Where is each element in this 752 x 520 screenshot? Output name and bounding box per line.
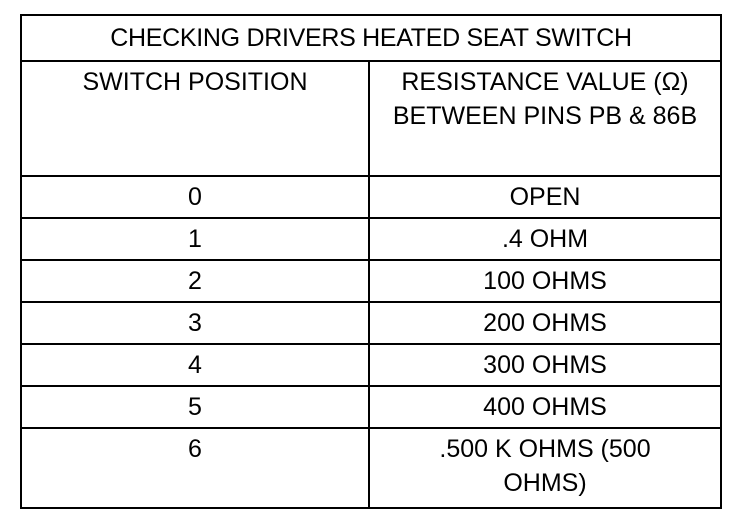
switch-position-cell: 0 — [21, 176, 369, 218]
switch-position-cell: 1 — [21, 218, 369, 260]
resistance-value-text: 100 OHMS — [483, 267, 607, 295]
switch-position-cell: 3 — [21, 302, 369, 344]
table-row — [21, 344, 721, 386]
resistance-value-text: .4 OHM — [501, 225, 589, 253]
resistance-value-text: OPEN — [509, 183, 581, 211]
resistance-value-text: .500 K OHMS (500 OHMS) — [439, 435, 651, 497]
table-header-row — [21, 61, 721, 176]
resistance-value-cell — [369, 302, 721, 344]
resistance-value-cell — [369, 176, 721, 218]
header-switch-position-label: SWITCH POSITION — [82, 68, 308, 96]
table-row — [21, 386, 721, 428]
table-row — [21, 428, 721, 508]
switch-position-cell: 4 — [21, 344, 369, 386]
header-switch-position — [21, 61, 369, 176]
resistance-value-text: 400 OHMS — [483, 393, 607, 421]
table-title-row — [21, 15, 721, 61]
heated-seat-switch-table — [20, 14, 722, 509]
header-resistance-value — [369, 61, 721, 176]
resistance-value-cell — [369, 218, 721, 260]
switch-position-cell: 6 — [21, 428, 369, 508]
table-row — [21, 302, 721, 344]
table-row — [21, 218, 721, 260]
resistance-value-text: 200 OHMS — [483, 309, 607, 337]
table-title: CHECKING DRIVERS HEATED SEAT SWITCH — [21, 15, 721, 61]
resistance-value-cell — [369, 344, 721, 386]
switch-position-cell: 5 — [21, 386, 369, 428]
table-row — [21, 176, 721, 218]
resistance-value-text: 300 OHMS — [483, 351, 607, 379]
header-resistance-value-label: RESISTANCE VALUE (Ω) BETWEEN PINS PB & 86B — [392, 68, 698, 130]
switch-position-cell: 2 — [21, 260, 369, 302]
resistance-value-cell — [369, 260, 721, 302]
resistance-value-cell — [369, 428, 721, 508]
table-row — [21, 260, 721, 302]
resistance-value-cell — [369, 386, 721, 428]
